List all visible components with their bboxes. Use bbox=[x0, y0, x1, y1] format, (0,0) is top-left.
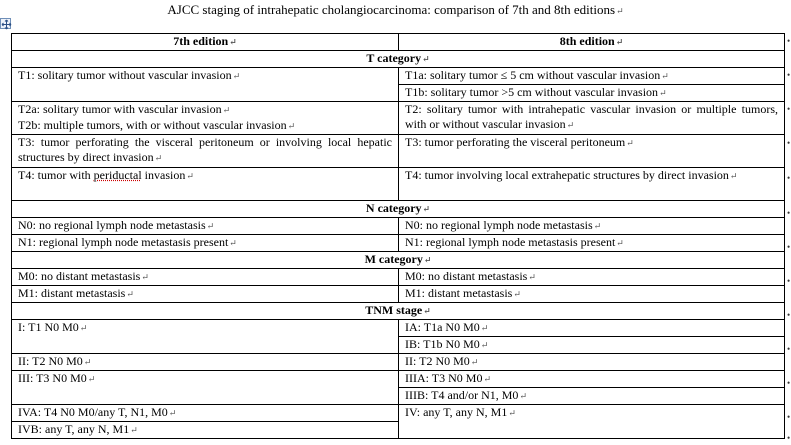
row-end-mark: • bbox=[787, 36, 791, 46]
section-row-tnm bbox=[12, 303, 785, 320]
staging-comparison-table bbox=[11, 33, 785, 439]
column-header-7th[interactable]: 7th edition↵ bbox=[12, 34, 399, 51]
table-row bbox=[12, 320, 785, 337]
cell-8th-n1[interactable]: N1: regional lymph node metastasis present↵ bbox=[399, 235, 785, 252]
table-header-row bbox=[12, 34, 785, 51]
cell-7th-stage-iii[interactable]: III: T3 N0 M0↵ bbox=[12, 371, 399, 405]
cell-7th-stage-iva[interactable]: IVA: T4 N0 M0/any T, N1, M0↵ bbox=[12, 405, 399, 422]
table-row bbox=[12, 168, 785, 201]
spellcheck-underlined-word: periductal bbox=[93, 168, 142, 182]
section-row-m bbox=[12, 252, 785, 269]
cell-8th-stage-ii[interactable]: II: T2 N0 M0↵ bbox=[399, 354, 785, 371]
table-row bbox=[12, 354, 785, 371]
row-end-mark: • bbox=[787, 344, 791, 354]
cell-8th-t1b[interactable]: T1b: solitary tumor >5 cm without vascular invasion↵ bbox=[399, 85, 785, 102]
t2a-line: T2a: solitary tumor with vascular invasion↵ bbox=[18, 102, 231, 116]
section-row-n bbox=[12, 201, 785, 218]
table-row bbox=[12, 135, 785, 168]
cell-8th-t1a[interactable]: T1a: solitary tumor ≤ 5 cm without vascular invasion↵ bbox=[399, 68, 785, 85]
table-row bbox=[12, 218, 785, 235]
section-row-t bbox=[12, 51, 785, 68]
section-header-t-category[interactable]: T category↵ bbox=[12, 51, 785, 68]
cell-7th-n0[interactable]: N0: no regional lymph node metastasis↵ bbox=[12, 218, 399, 235]
row-end-mark: • bbox=[787, 412, 791, 422]
cell-8th-stage-iiib[interactable]: IIIB: T4 and/or N1, M0↵ bbox=[399, 388, 785, 405]
row-end-mark: • bbox=[787, 433, 791, 443]
row-end-mark: • bbox=[787, 138, 791, 148]
row-end-mark: • bbox=[787, 310, 791, 320]
row-end-mark: • bbox=[787, 104, 791, 114]
cell-7th-t3[interactable]: T3: tumor perforating the visceral peritoneum or involving local hepatic structures by direct invasion↵ bbox=[12, 135, 399, 168]
cell-8th-t3[interactable]: T3: tumor perforating the visceral peritoneum↵ bbox=[399, 135, 785, 168]
row-end-mark: • bbox=[787, 208, 791, 218]
section-header-m-category[interactable]: M category↵ bbox=[12, 252, 785, 269]
table-row bbox=[12, 371, 785, 388]
cell-8th-stage-ia[interactable]: IA: T1a N0 M0↵ bbox=[399, 320, 785, 337]
table-row bbox=[12, 102, 785, 135]
row-end-mark: • bbox=[787, 242, 791, 252]
column-header-8th[interactable]: 8th edition↵ bbox=[399, 34, 785, 51]
table-row bbox=[12, 235, 785, 252]
cell-8th-t4[interactable]: T4: tumor involving local extrahepatic structures by direct invasion↵ bbox=[399, 168, 785, 201]
cell-7th-stage-ii[interactable]: II: T2 N0 M0↵ bbox=[12, 354, 399, 371]
cell-7th-m1[interactable]: M1: distant metastasis↵ bbox=[12, 286, 399, 303]
cell-7th-stage-i[interactable]: I: T1 N0 M0↵ bbox=[12, 320, 399, 354]
table-row bbox=[12, 405, 785, 422]
row-end-mark: • bbox=[787, 70, 791, 80]
cell-8th-m0[interactable]: M0: no distant metastasis↵ bbox=[399, 269, 785, 286]
cell-7th-n1[interactable]: N1: regional lymph node metastasis present↵ bbox=[12, 235, 399, 252]
cell-8th-n0[interactable]: N0: no regional lymph node metastasis↵ bbox=[399, 218, 785, 235]
cell-8th-stage-iiia[interactable]: IIIA: T3 N0 M0↵ bbox=[399, 371, 785, 388]
section-header-n-category[interactable]: N category↵ bbox=[12, 201, 785, 218]
cell-8th-t2[interactable]: T2: solitary tumor with intrahepatic vascular invasion or multiple tumors, with or without vascular invasion↵ bbox=[399, 102, 785, 135]
cell-8th-stage-iv[interactable]: IV: any T, any N, M1↵ bbox=[399, 405, 785, 439]
row-end-mark: • bbox=[787, 173, 791, 183]
paragraph-mark: ↵ bbox=[616, 6, 624, 16]
cell-8th-stage-ib[interactable]: IB: T1b N0 M0↵ bbox=[399, 337, 785, 354]
cell-8th-m1[interactable]: M1: distant metastasis↵ bbox=[399, 286, 785, 303]
t2b-line: T2b: multiple tumors, with or without vascular invasion↵ bbox=[18, 118, 296, 132]
cell-7th-stage-ivb[interactable]: IVB: any T, any N, M1↵ bbox=[12, 422, 399, 439]
table-row bbox=[12, 269, 785, 286]
row-end-mark: • bbox=[787, 378, 791, 388]
row-end-mark: • bbox=[787, 276, 791, 286]
cell-7th-t2[interactable] bbox=[12, 102, 399, 135]
document-title: AJCC staging of intrahepatic cholangiocarcinoma: comparison of 7th and 8th editions↵ bbox=[167, 2, 624, 17]
table-row bbox=[12, 68, 785, 85]
cell-7th-t4[interactable]: T4: tumor with periductal invasion↵ bbox=[12, 168, 399, 201]
table-row bbox=[12, 286, 785, 303]
cell-7th-m0[interactable]: M0: no distant metastasis↵ bbox=[12, 269, 399, 286]
cell-7th-t1[interactable]: T1: solitary tumor without vascular invasion↵ bbox=[12, 68, 399, 102]
section-header-tnm-stage[interactable]: TNM stage↵ bbox=[12, 303, 785, 320]
table-move-handle-icon[interactable] bbox=[0, 18, 11, 29]
